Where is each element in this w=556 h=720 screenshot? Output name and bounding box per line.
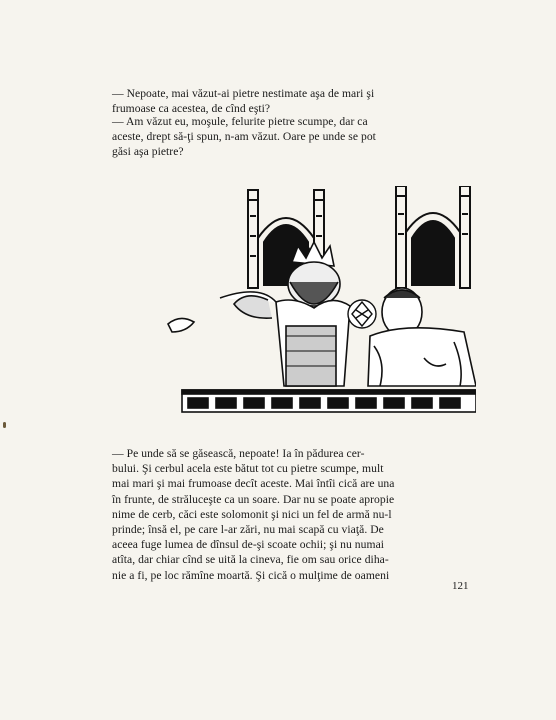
text-line: atîta, dar chiar cînd se uită la cineva, fie om sau orice diha- bbox=[112, 553, 389, 567]
text-line: mai mari şi mai frumoase decît aceste. Mai întîi cică are una bbox=[112, 477, 395, 491]
dialogue-paragraph-1 bbox=[112, 86, 474, 116]
text-line: aceea fuge lumea de dînsul de-şi scoate ochii; şi nu numai bbox=[112, 538, 385, 552]
text-line: prinde; însă el, pe care l-ar zări, nu mai scapă cu viaţă. De bbox=[112, 523, 384, 537]
text-line: nime de cerb, căci este solomonit şi nici un fel de armă nu-l bbox=[112, 507, 392, 521]
text-line: — Nepoate, mai văzut-ai pietre nestimate aşa de mari şi bbox=[112, 87, 375, 100]
jewel-gem bbox=[348, 300, 376, 328]
text-line: nie a fi, pe loc rămîne moartă. Şi cică o mulţime de oameni bbox=[112, 568, 390, 582]
text-line: — Am văzut eu, moşule, felurite pietre scumpe, dar ca bbox=[112, 115, 368, 128]
text-line: bului. Şi cerbul acela este bătut tot cu pietre scumpe, mult bbox=[112, 462, 384, 476]
text-line: în frunte, de străluceşte ca un soare. Dar nu se poate apropie bbox=[112, 492, 395, 506]
dialogue-paragraph-2 bbox=[112, 114, 474, 160]
paper-speck bbox=[3, 422, 6, 428]
text-line: frumoase ca acestea, de cînd eşti? bbox=[112, 102, 271, 116]
nephew-figure bbox=[368, 288, 476, 386]
text-line: aceste, drept să-ţi spun, n-am văzut. Oare pe unde se pot bbox=[112, 130, 376, 144]
right-window-arch bbox=[396, 186, 470, 288]
text-line: — Pe unde să se găsească, nepoate! Ia în pădurea cer- bbox=[112, 447, 365, 460]
illustration-king-and-nephew bbox=[164, 186, 476, 418]
balustrade bbox=[182, 390, 476, 412]
dialogue-paragraph-3 bbox=[112, 446, 474, 583]
text-line: găsi aşa pietre? bbox=[112, 145, 184, 159]
page-number: 121 bbox=[452, 580, 469, 592]
